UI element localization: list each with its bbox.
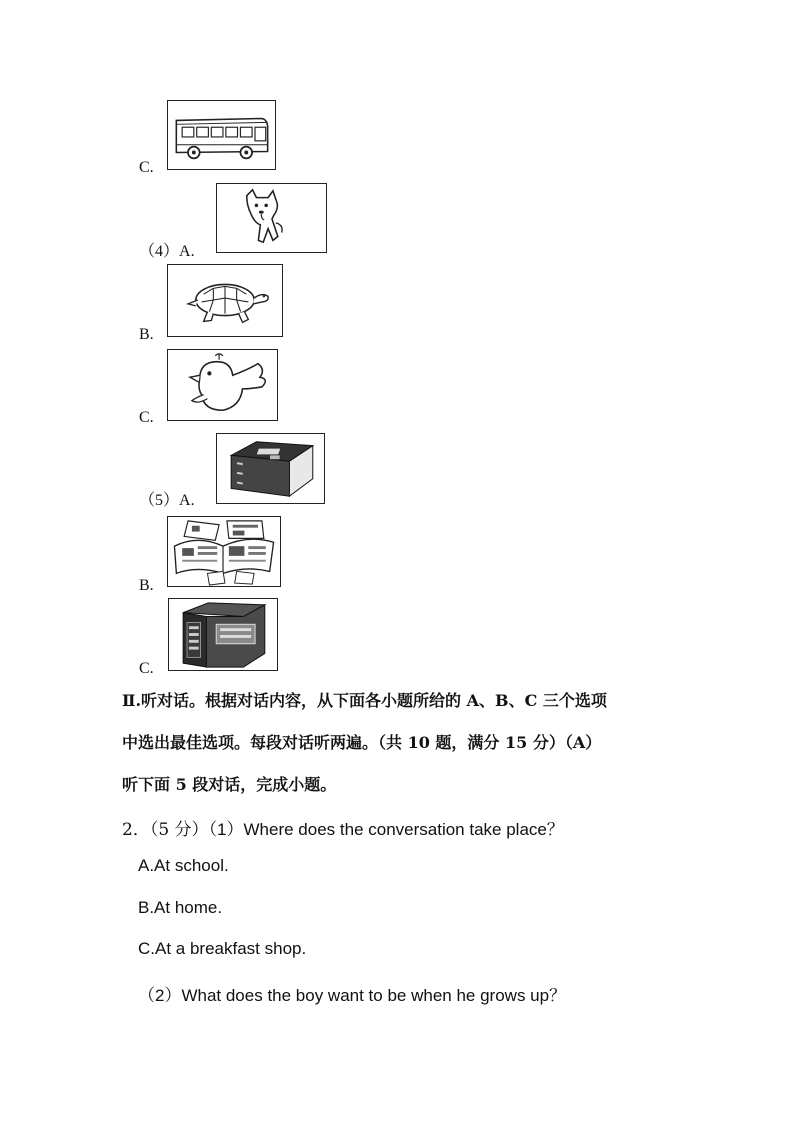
q5-option-a: A. — [179, 492, 195, 509]
question2-sub1: （1）Where does the conversation take place？ — [208, 820, 564, 839]
question2-score: （5 分） — [149, 820, 209, 840]
turtle-icon — [168, 265, 282, 336]
q5-number-a-label — [139, 491, 195, 511]
q4-number: （4） — [139, 243, 180, 260]
bird-picture — [167, 349, 278, 421]
bus-icon — [168, 101, 275, 169]
section2-instruction-line2: 中选出最佳选项。每段对话听两遍。（共 10 题，满分 15 分）（A） — [122, 733, 602, 752]
thick-dictionary-picture — [168, 598, 278, 671]
section2-instruction-line3: 听下面 5 段对话，完成小题。 — [122, 775, 337, 794]
dictionary-picture — [216, 433, 325, 504]
q5-number: （5） — [139, 492, 180, 509]
thick-dictionary-icon — [169, 599, 277, 670]
question2-line — [122, 815, 564, 840]
q5-option-b-label: B. — [139, 577, 154, 594]
question2-number: 2． — [122, 820, 150, 840]
question2-sub1-option-a: A.At school. — [138, 856, 229, 875]
dog-picture — [216, 183, 327, 253]
dictionary-icon — [217, 434, 324, 503]
question2-sub2: （2）What does the boy want to be when he grows up？ — [138, 986, 567, 1005]
q4-number-a-label — [139, 242, 195, 262]
turtle-picture — [167, 264, 283, 337]
q3-option-c-label: C. — [139, 159, 154, 176]
newspapers-picture — [167, 516, 281, 587]
bird-icon — [168, 350, 277, 420]
q4-option-c-label: C. — [139, 409, 154, 426]
q5-option-c-label: C. — [139, 660, 154, 677]
q4-option-b-label: B. — [139, 326, 154, 343]
q4-option-a: A. — [179, 243, 195, 260]
question2-sub1-option-c: C.At a breakfast shop. — [138, 939, 307, 958]
section2-instruction-line1: Ⅱ.听对话。根据对话内容，从下面各小题所给的 A、B、C 三个选项 — [122, 691, 607, 710]
newspapers-icon — [168, 517, 280, 586]
dog-icon — [217, 184, 326, 252]
bus-picture — [167, 100, 276, 170]
question2-sub1-option-b: B.At home. — [138, 898, 223, 917]
